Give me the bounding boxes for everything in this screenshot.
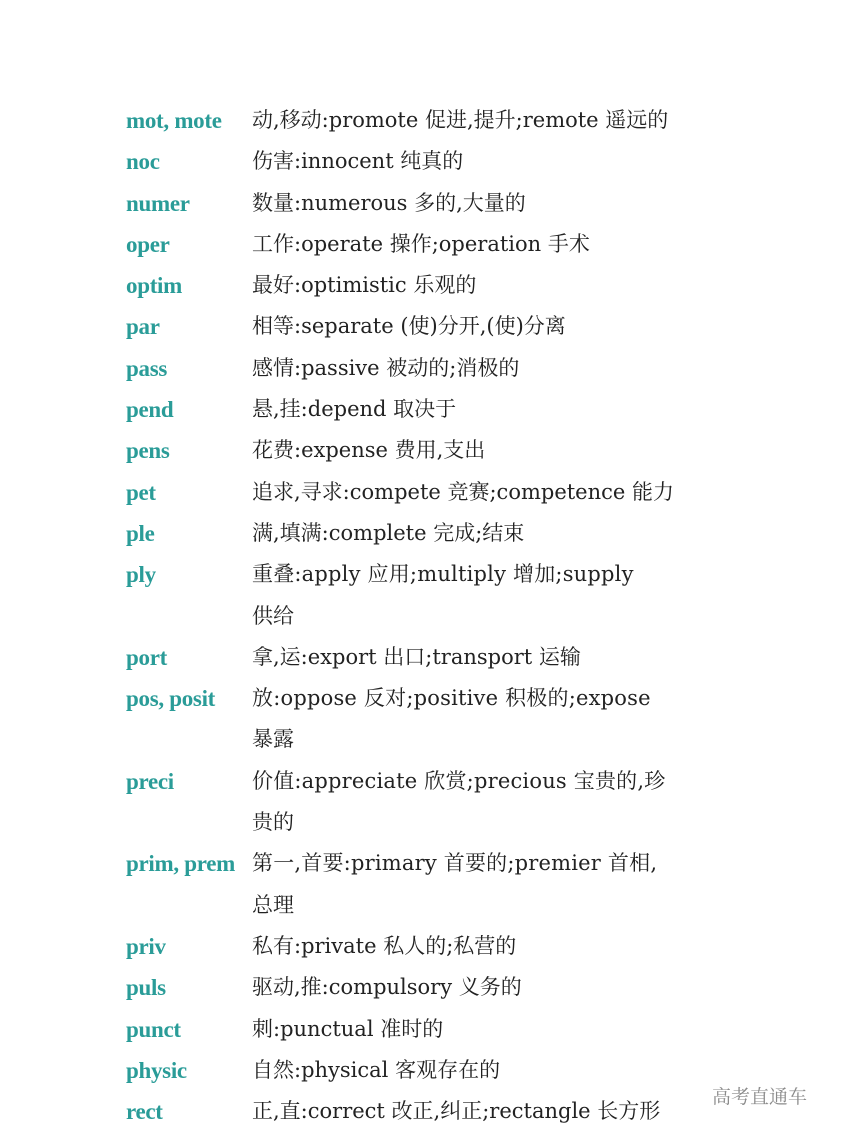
definition-line: 贵的 [252, 810, 294, 835]
root-term: puls [126, 975, 166, 1001]
root-definition [252, 430, 746, 471]
root-term: pet [126, 479, 156, 505]
list-item [126, 224, 746, 265]
root-definition [252, 678, 746, 761]
root-definition [252, 141, 746, 182]
root-term: pass [126, 355, 167, 381]
root-word-list [126, 100, 746, 1132]
list-item [126, 389, 746, 430]
root-term: port [126, 644, 167, 670]
root-term: par [126, 314, 160, 340]
list-item [126, 183, 746, 224]
definition-line: 自然:physical 客观存在的 [252, 1057, 501, 1082]
watermark: 高考直通车 [712, 1086, 808, 1108]
root-term: ply [126, 562, 156, 588]
root-term: prim, prem [126, 851, 236, 877]
definition-line: 感情:passive 被动的;消极的 [252, 355, 520, 380]
definition-line: 总理 [252, 892, 294, 917]
root-definition [252, 967, 746, 1008]
list-item [126, 926, 746, 967]
root-definition [252, 1009, 746, 1050]
definition-line: 伤害:innocent 纯真的 [252, 149, 464, 174]
root-definition [252, 183, 746, 224]
root-definition [252, 513, 746, 554]
root-definition [252, 554, 746, 637]
definition-line: 供给 [252, 603, 294, 628]
definition-line: 第一,首要:primary 首要的;premier 首相, [252, 851, 658, 876]
root-definition [252, 472, 746, 513]
root-term: optim [126, 273, 183, 299]
definition-line: 数量:numerous 多的,大量的 [252, 190, 526, 215]
root-definition [252, 224, 746, 265]
root-definition [252, 1050, 746, 1091]
list-item [126, 554, 746, 637]
list-item [126, 1091, 746, 1132]
list-item [126, 1050, 746, 1091]
list-item [126, 678, 746, 761]
definition-line: 私有:private 私人的;私营的 [252, 933, 517, 958]
list-item [126, 430, 746, 471]
list-item [126, 843, 746, 926]
list-item [126, 761, 746, 844]
root-definition [252, 265, 746, 306]
definition-line: 追求,寻求:compete 竞赛;competence 能力 [252, 479, 674, 504]
list-item [126, 1009, 746, 1050]
root-definition [252, 348, 746, 389]
list-item [126, 513, 746, 554]
definition-line: 重叠:apply 应用;multiply 增加;supply [252, 562, 634, 587]
definition-line: 驱动,推:compulsory 义务的 [252, 975, 522, 1000]
definition-line: 放:oppose 反对;positive 积极的;expose [252, 686, 651, 711]
definition-line: 刺:punctual 准时的 [252, 1016, 444, 1041]
root-term: pend [126, 397, 174, 423]
root-term: mot, mote [126, 108, 222, 133]
root-definition [252, 1091, 746, 1132]
definition-line: 悬,挂:depend 取决于 [252, 397, 457, 422]
root-term: numer [126, 190, 190, 216]
definition-line: 花费:expense 费用,支出 [252, 438, 486, 463]
root-definition [252, 100, 746, 141]
definition-line: 动,移动:promote 促进,提升;remote 遥远的 [252, 108, 669, 132]
root-definition [252, 843, 746, 926]
root-term: pos, posit [126, 686, 216, 712]
definition-line: 价值:appreciate 欣赏;precious 宝贵的,珍 [252, 768, 666, 793]
definition-line: 工作:operate 操作;operation 手术 [252, 231, 590, 256]
root-term: priv [126, 933, 166, 959]
root-term: ple [126, 520, 155, 546]
root-definition [252, 306, 746, 347]
list-item [126, 637, 746, 678]
definition-line: 最好:optimistic 乐观的 [252, 273, 477, 298]
root-term: pens [126, 438, 170, 464]
list-item [126, 306, 746, 347]
root-term: physic [126, 1057, 187, 1083]
root-term: noc [126, 149, 160, 175]
root-definition [252, 637, 746, 678]
definition-line: 暴露 [252, 727, 294, 752]
list-item [126, 967, 746, 1008]
root-definition [252, 389, 746, 430]
root-definition [252, 761, 746, 844]
list-item [126, 348, 746, 389]
list-item [126, 141, 746, 182]
root-term: punct [126, 1016, 181, 1042]
root-term: preci [126, 768, 174, 794]
list-item [126, 100, 746, 141]
definition-line: 满,填满:complete 完成;结束 [252, 520, 525, 545]
definition-line: 拿,运:export 出口;transport 运输 [252, 644, 581, 669]
root-term: rect [126, 1099, 163, 1125]
root-definition [252, 926, 746, 967]
list-item [126, 472, 746, 513]
definition-line: 正,直:correct 改正,纠正;rectangle 长方形 [252, 1099, 661, 1124]
list-item [126, 265, 746, 306]
root-term: oper [126, 231, 170, 257]
definition-line: 相等:separate (使)分开,(使)分离 [252, 314, 566, 339]
